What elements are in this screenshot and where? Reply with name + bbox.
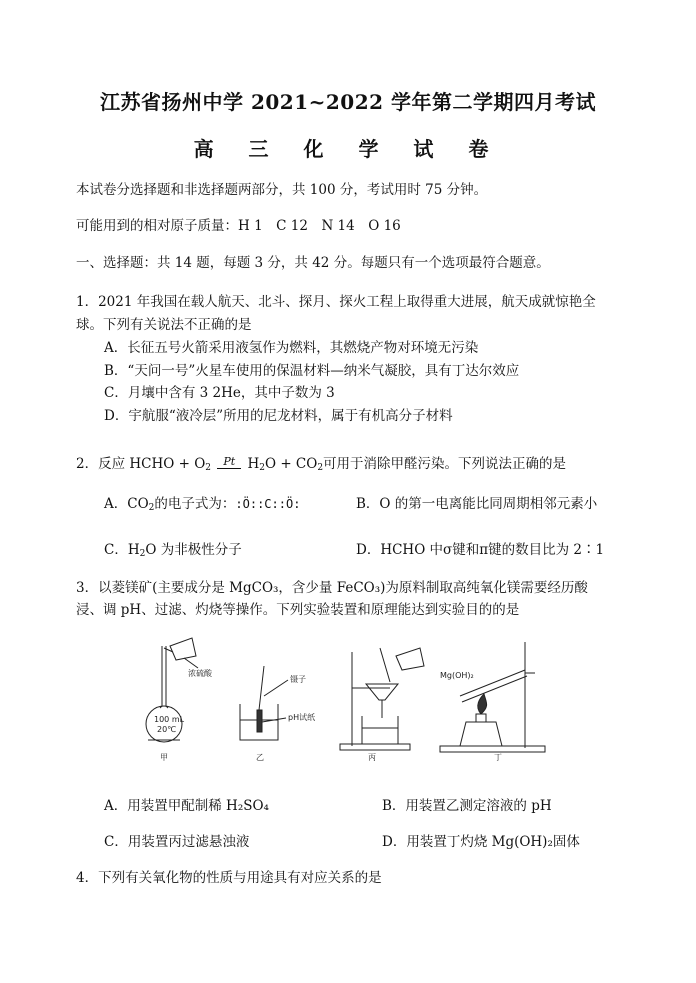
caption-c: 丙 (368, 753, 376, 762)
q2-option-a-sub: 2 (148, 503, 155, 513)
q2-stem-suffix: 可用于消除甲醛污染。下列说法正确的是 (323, 456, 567, 472)
q2-stem-mid: H (243, 456, 260, 472)
q2-stem (76, 452, 566, 473)
q3-option-b: B．用装置乙测定溶液的 pH (382, 798, 552, 814)
q4-stem: 4．下列有关氧化物的性质与用途具有对应关系的是 (76, 870, 382, 886)
q2-option-c (104, 538, 242, 559)
section-heading: 一、选择题：共 14 题，每题 3 分，共 42 分。每题只有一个选项最符合题意。 (76, 255, 550, 271)
q2-option-a (104, 492, 300, 513)
beaker-ph-apparatus (240, 666, 288, 740)
caption-a: 甲 (160, 753, 168, 762)
q2-option-a-prefix: A．CO (104, 496, 149, 512)
label-mgoh2: Mg(OH)₂ (440, 671, 474, 680)
q2-stem-mid2: O + CO (264, 456, 318, 472)
q2-stem-prefix: 2．反应 HCHO + O (76, 456, 206, 472)
q1-option-b: B．“天问一号”火星车使用的保温材料—纳米气凝胶，具有丁达尔效应 (104, 363, 520, 379)
q2-option-b: B．O 的第一电离能比同周期相邻元素小 (356, 496, 598, 512)
q3-option-c: C．用装置丙过滤悬浊液 (104, 834, 250, 850)
q2-sub-co2: 2 (317, 463, 324, 473)
label-flask-temp: 20℃ (157, 725, 177, 734)
q3-stem-line-2: 浸、调 pH、过滤、灼烧等操作。下列实验装置和原理能达到实验目的的是 (76, 602, 520, 618)
q1-option-a: A．长征五号火箭采用液氢作为燃料，其燃烧产物对环境无污染 (104, 340, 479, 356)
q3-stem-line-1: 3．以菱镁矿(主要成分是 MgCO₃，含少量 FeCO₃)为原料制取高纯氧化镁需要经历酸 (76, 580, 588, 596)
exam-subtitle: 高 三 化 学 试 卷 (193, 137, 503, 161)
q1-option-d: D．宇航服“液冷层”所用的尼龙材料，属于有机高分子材料 (104, 408, 453, 424)
q2-catalyst: Pt (217, 455, 241, 469)
q3-apparatus-figure (140, 636, 560, 766)
q2-option-c-suffix: O 为非极性分子 (145, 542, 242, 558)
q2-option-d: D．HCHO 中σ键和π键的数目比为 2∶1 (356, 542, 605, 558)
q2-sub-h2o: 2 (259, 463, 265, 473)
q2-option-c-sub: 2 (139, 549, 146, 559)
intro-line-2: 可能用到的相对原子质量：H 1 C 12 N 14 O 16 (76, 218, 401, 234)
q2-sub-o2: 2 (205, 463, 212, 473)
filtration-apparatus (340, 648, 424, 750)
label-flask-volume: 100 mL (154, 715, 185, 724)
q1-stem-line-2: 球。下列有关说法不正确的是 (76, 317, 252, 333)
label-concentrated-acid: 浓硫酸 (188, 669, 212, 678)
caption-b: 乙 (256, 753, 264, 762)
caption-d: 丁 (494, 753, 502, 762)
q3-option-d: D．用装置丁灼烧 Mg(OH)₂固体 (382, 834, 580, 850)
co2-electron-formula: :Ö::C::Ö: (235, 497, 301, 511)
heating-apparatus (440, 642, 545, 752)
intro-line-1: 本试卷分选择题和非选择题两部分，共 100 分，考试用时 75 分钟。 (76, 182, 488, 198)
label-ph-paper: pH试纸 (288, 713, 316, 722)
q2-option-c-prefix: C．H (104, 542, 140, 558)
exam-title: 江苏省扬州中学 2021~2022 学年第二学期四月考试 (99, 90, 596, 114)
q1-option-c: C．月壤中含有 3 2He，其中子数为 3 (104, 385, 335, 401)
q1-stem-line-1: 1．2021 年我国在载人航天、北斗、探月、探火工程上取得重大进展，航天成就惊艳全 (76, 294, 596, 310)
q2-option-a-suffix: 的电子式为： (154, 496, 236, 512)
label-tweezers: 镊子 (290, 675, 306, 684)
q3-option-a: A．用装置甲配制稀 H₂SO₄ (104, 798, 269, 814)
